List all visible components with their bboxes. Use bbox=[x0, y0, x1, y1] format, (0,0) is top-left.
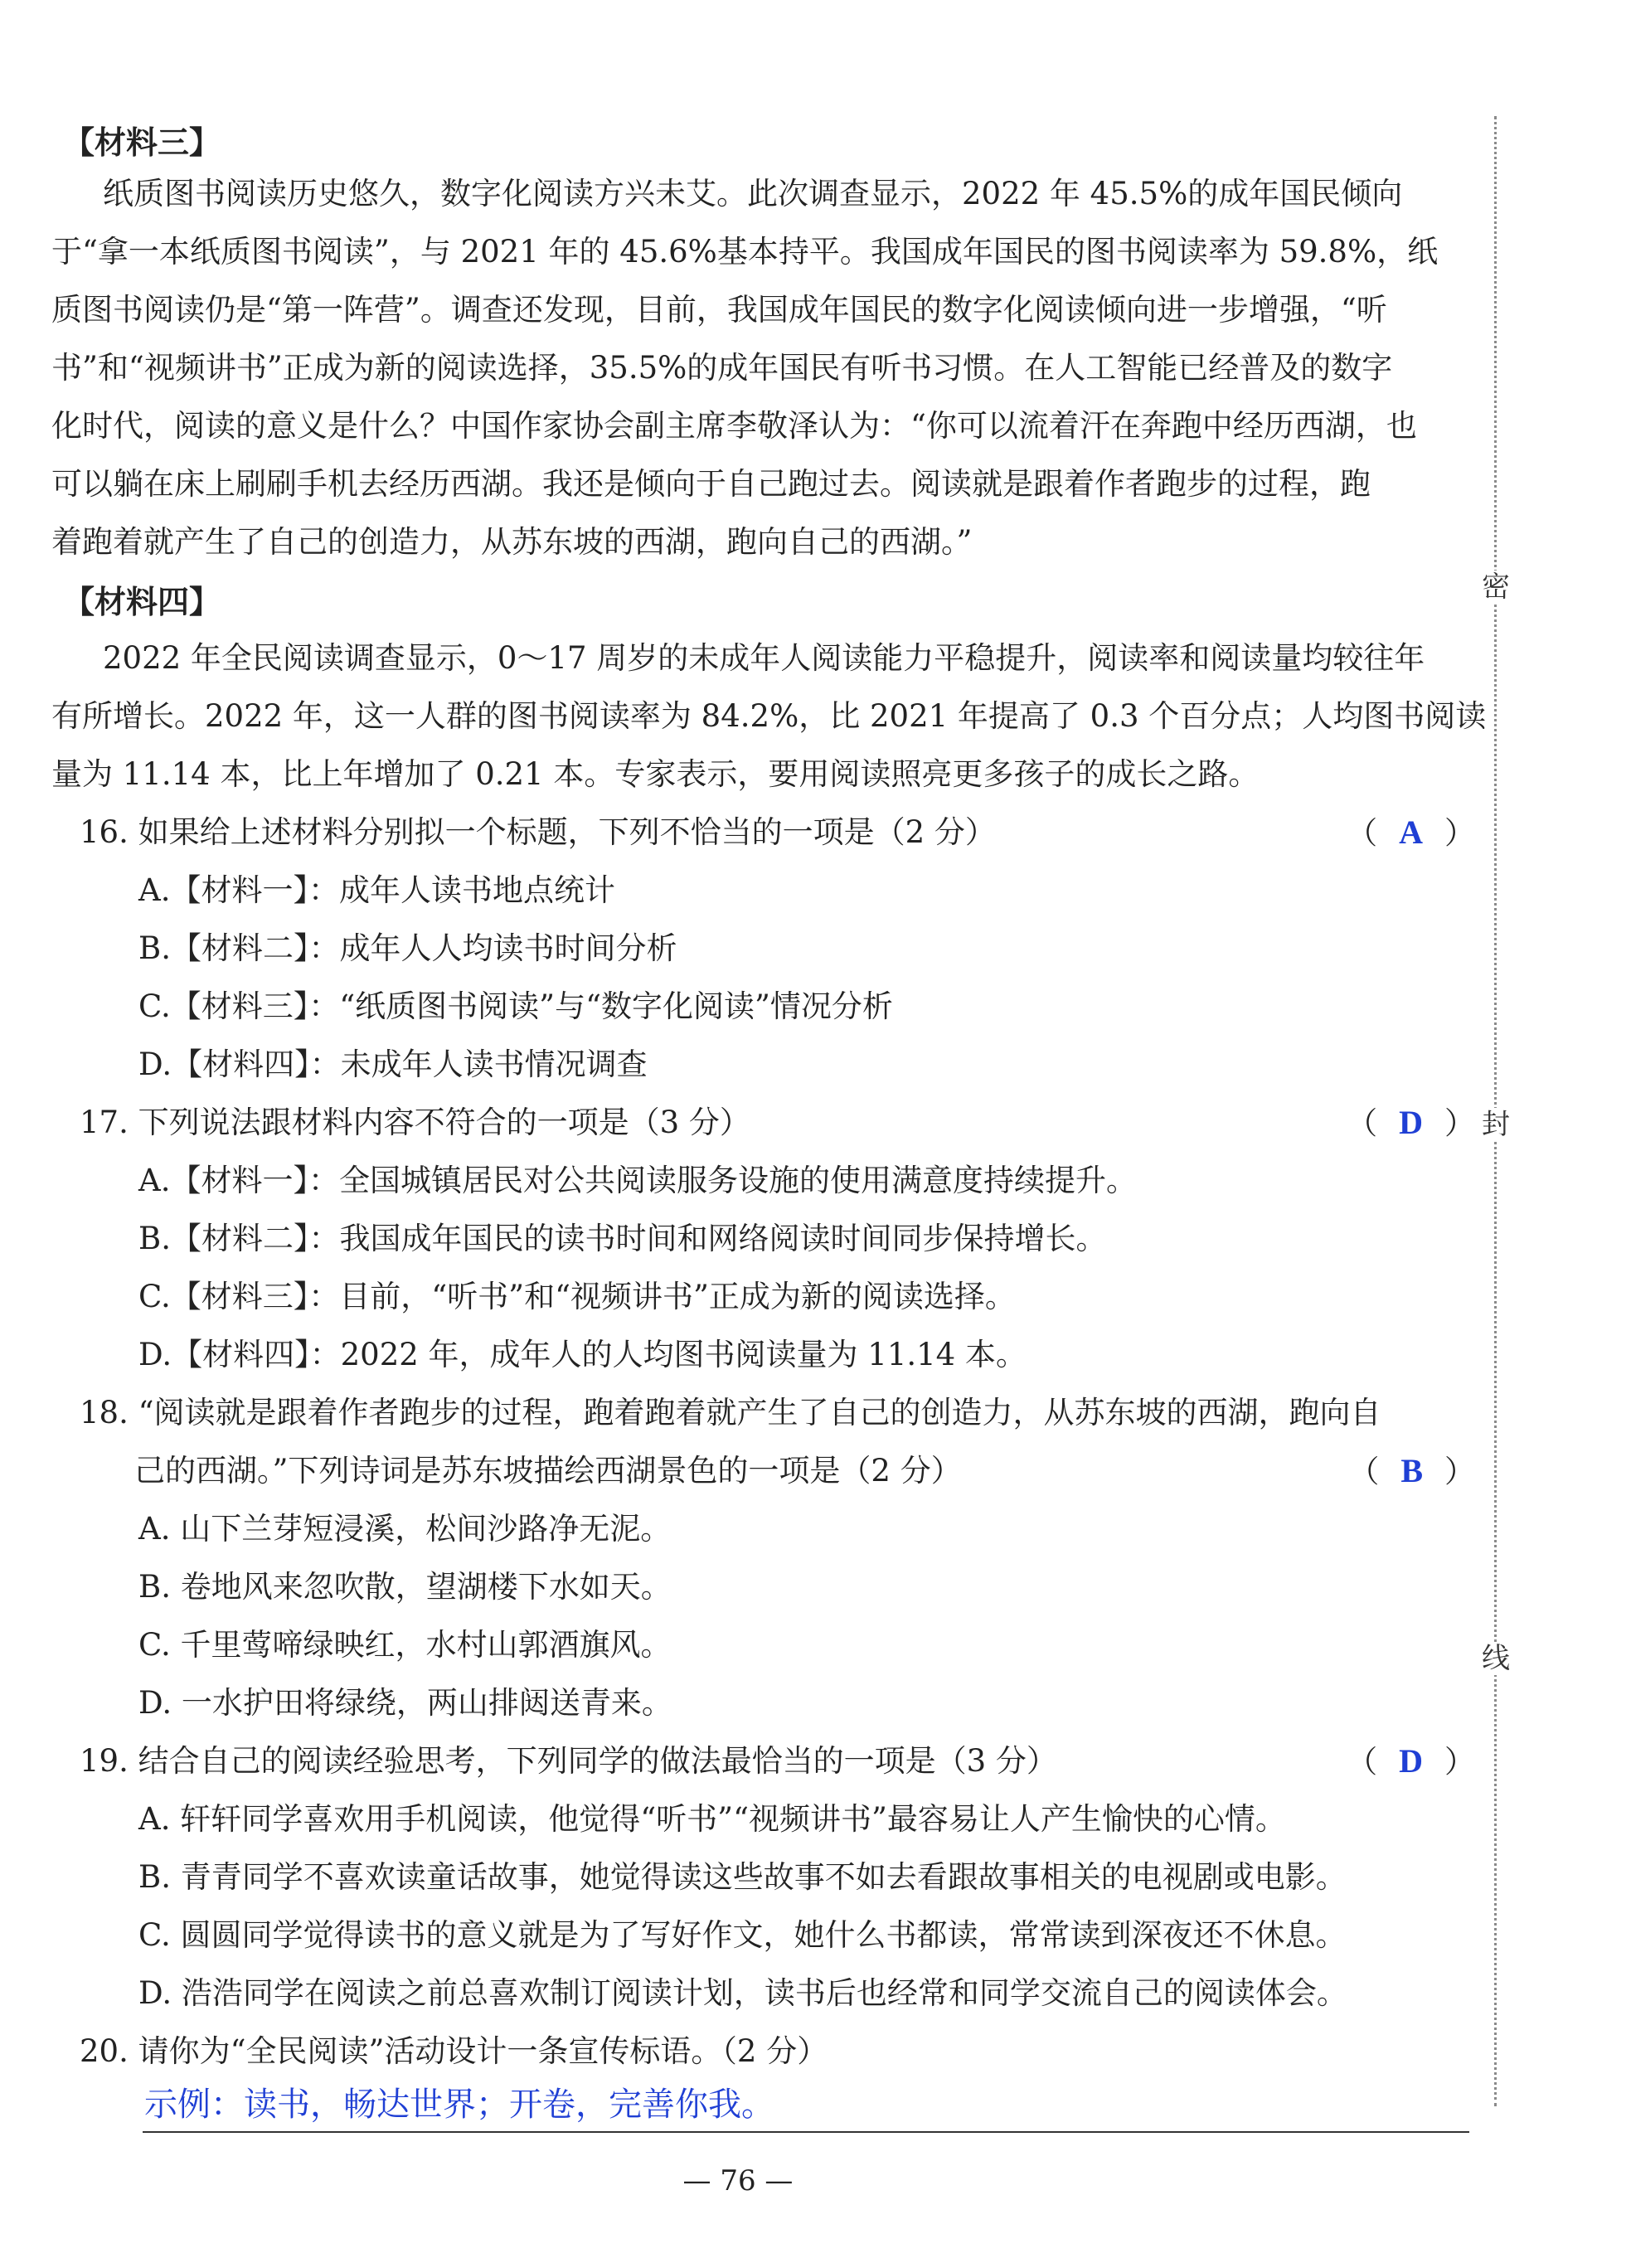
answer-underline bbox=[143, 2131, 1469, 2133]
question-17-answer: D bbox=[1399, 1104, 1423, 1141]
material-3-line: 纸质图书阅读历史悠久，数字化阅读方兴未艾。此次调查显示，2022 年 45.5%的成年国民倾向 bbox=[103, 176, 1403, 211]
question-17-answer-box: （ D ） bbox=[1347, 1104, 1475, 1141]
question-16-option-d: D.【材料四】：未成年人读书情况调查 bbox=[138, 1047, 648, 1082]
question-16-option-b: B.【材料二】：成年人人均读书时间分析 bbox=[138, 930, 677, 966]
material-4-line: 有所增长。2022 年，这一人群的图书阅读率为 84.2%，比 2021 年提高了 0.3 个百分点；人均图书阅读 bbox=[51, 698, 1487, 734]
question-20-example-answer: 示例：读书，畅达世界；开卷，完善你我。 bbox=[144, 2086, 774, 2124]
material-4-line: 2022 年全民阅读调查显示，0～17 周岁的未成年人阅读能力平稳提升，阅读率和阅读量均较往年 bbox=[103, 640, 1425, 676]
question-18-stem: 18. “阅读就是跟着作者跑步的过程，跑着跑着就产生了自己的创造力，从苏东坡的西湖，跑向自 bbox=[80, 1395, 1381, 1430]
material-3-line: 化时代，阅读的意义是什么？中国作家协会副主席李敬泽认为：“你可以流着汗在奔跑中经历西湖，也 bbox=[51, 408, 1417, 444]
material-3-line: 于“拿一本纸质图书阅读”，与 2021 年的 45.6%基本持平。我国成年国民的图书阅读率为 59.8%，纸 bbox=[51, 234, 1439, 270]
question-16-stem: 16. 如果给上述材料分别拟一个标题，下列不恰当的一项是（2 分） bbox=[80, 814, 996, 850]
question-18-answer-box: （ B ） bbox=[1348, 1452, 1475, 1489]
question-19-stem: 19. 结合自己的阅读经验思考，下列同学的做法最恰当的一项是（3 分） bbox=[80, 1743, 1057, 1779]
material-4-heading: 【材料四】 bbox=[63, 583, 221, 620]
question-18-option-d: D. 一水护田将绿绕，两山排闼送青来。 bbox=[138, 1685, 672, 1721]
question-18-option-c: C. 千里莺啼绿映红，水村山郭酒旗风。 bbox=[138, 1627, 672, 1663]
question-17-option-a: A.【材料一】：全国城镇居民对公共阅读服务设施的使用满意度持续提升。 bbox=[138, 1163, 1137, 1198]
question-16-answer: A bbox=[1399, 813, 1423, 851]
question-17-option-b: B.【材料二】：我国成年国民的读书时间和网络阅读时间同步保持增长。 bbox=[138, 1221, 1107, 1256]
seal-label-feng: 封 bbox=[1482, 1108, 1510, 1141]
question-18-answer: B bbox=[1400, 1452, 1423, 1489]
material-3-line: 质图书阅读仍是“第一阵营”。调查还发现，目前，我国成年国民的数字化阅读倾向进一步增强，“听 bbox=[51, 292, 1387, 328]
question-16-option-c: C.【材料三】：“纸质图书阅读”与“数字化阅读”情况分析 bbox=[138, 988, 893, 1024]
question-18-option-b: B. 卷地风来忽吹散，望湖楼下水如天。 bbox=[138, 1569, 672, 1605]
question-19-option-c: C. 圆圆同学觉得读书的意义就是为了写好作文，她什么书都读，常常读到深夜还不休息。 bbox=[138, 1917, 1347, 1953]
material-4-line: 量为 11.14 本，比上年增加了 0.21 本。专家表示，要用阅读照亮更多孩子的成长之路。 bbox=[51, 756, 1260, 792]
page-number: — 76 — bbox=[682, 2164, 794, 2198]
seal-label-xian: 线 bbox=[1482, 1642, 1510, 1675]
question-19-answer-box: （ D ） bbox=[1347, 1742, 1475, 1780]
question-19-option-a: A. 轩轩同学喜欢用手机阅读，他觉得“听书”“视频讲书”最容易让人产生愉快的心情。 bbox=[138, 1801, 1286, 1837]
material-3-heading: 【材料三】 bbox=[63, 124, 221, 161]
question-16-option-a: A.【材料一】：成年人读书地点统计 bbox=[138, 872, 615, 908]
material-3-line: 书”和“视频讲书”正成为新的阅读选择，35.5%的成年国民有听书习惯。在人工智能已经普及的数字 bbox=[51, 350, 1393, 386]
question-19-option-b: B. 青青同学不喜欢读童话故事，她觉得读这些故事不如去看跟故事相关的电视剧或电影。 bbox=[138, 1859, 1347, 1895]
question-20-stem: 20. 请你为“全民阅读”活动设计一条宣传标语。（2 分） bbox=[80, 2033, 828, 2069]
material-3-line: 可以躺在床上刷刷手机去经历西湖。我还是倾向于自己跑过去。阅读就是跟着作者跑步的过程，跑 bbox=[51, 466, 1371, 502]
question-18-option-a: A. 山下兰芽短浸溪，松间沙路净无泥。 bbox=[138, 1511, 672, 1547]
question-19-option-d: D. 浩浩同学在阅读之前总喜欢制订阅读计划，读书后也经常和同学交流自己的阅读体会。 bbox=[138, 1975, 1347, 2011]
seal-label-mi: 密 bbox=[1482, 571, 1510, 604]
question-17-option-d: D.【材料四】：2022 年，成年人的人均图书阅读量为 11.14 本。 bbox=[138, 1337, 1027, 1372]
question-16-answer-box: （ A ） bbox=[1347, 813, 1475, 851]
question-17-stem: 17. 下列说法跟材料内容不符合的一项是（3 分） bbox=[80, 1105, 750, 1140]
material-3-line: 着跑着就产生了自己的创造力，从苏东坡的西湖，跑向自己的西湖。” bbox=[51, 524, 973, 560]
question-19-answer: D bbox=[1399, 1742, 1423, 1780]
question-18-stem-cont: 己的西湖。”下列诗词是苏东坡描绘西湖景色的一项是（2 分） bbox=[134, 1453, 962, 1489]
question-17-option-c: C.【材料三】：目前，“听书”和“视频讲书”正成为新的阅读选择。 bbox=[138, 1279, 1016, 1314]
